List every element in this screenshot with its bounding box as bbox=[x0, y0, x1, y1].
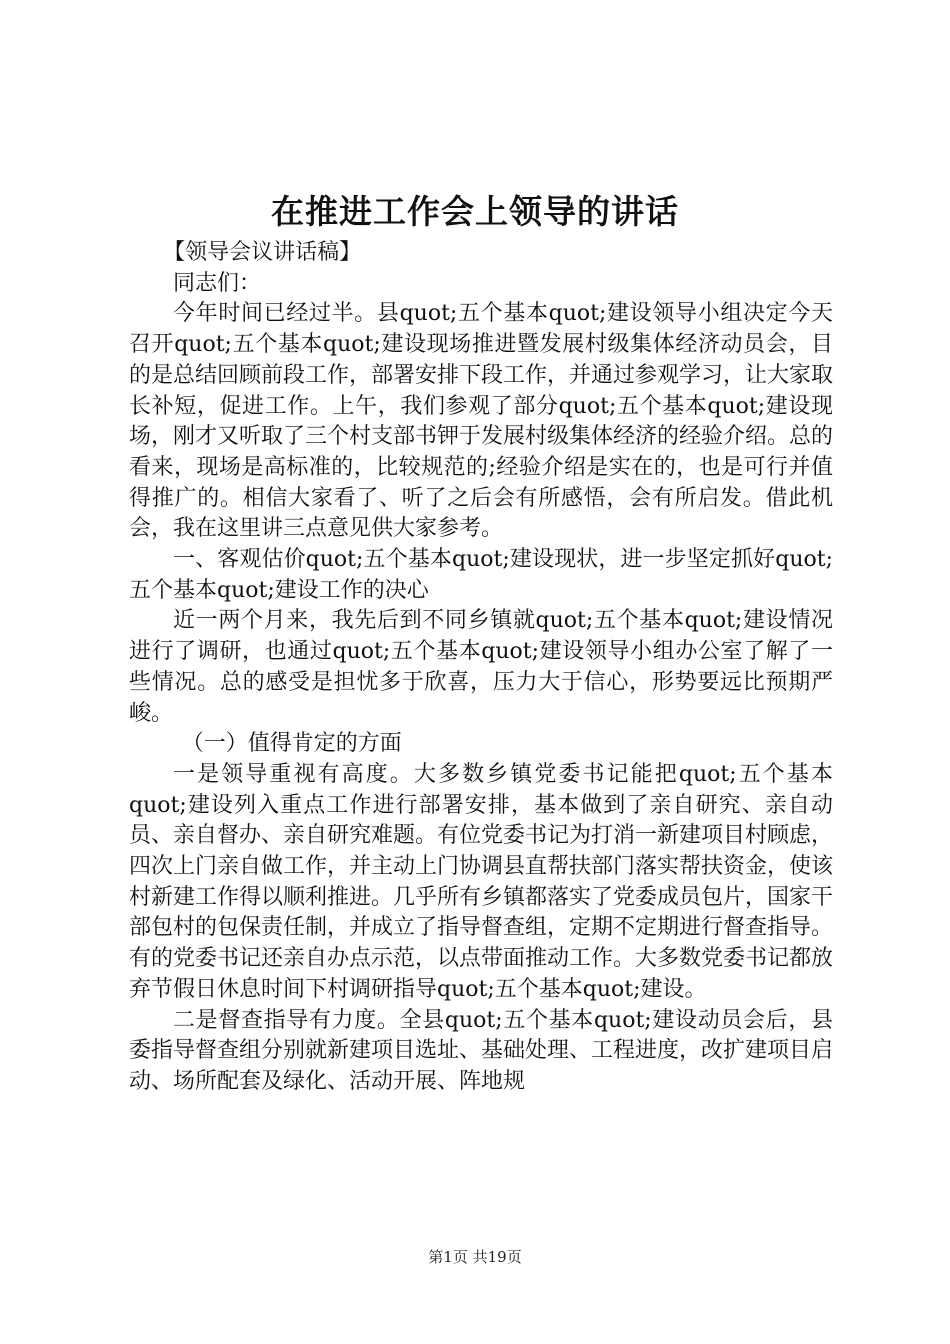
salutation: 同志们： bbox=[173, 270, 262, 296]
document-body bbox=[129, 238, 833, 1098]
paragraph: 今年时间已经过半。县quot;五个基本quot;建设领导小组决定今天召开quot;五个基本quot;建设现场推进暨发展村级集体经济动员会，目的是总结回顾前段工作，部署安排下段工作，并通过参观学习，让大家取长补短，促进工作。上午，我们参观了部分quot;五个基本quot;建设现场，刚才又听取了三个村支部书钾于发展村级集体经济的经验介绍。总的看来，现场是高标准的，比较规范的;经验介绍是实在的，也是可行并值得推广的。相信大家看了、听了之后会有所感悟，会有所启发。借此机会，我在这里讲三点意见供大家参考。 bbox=[129, 301, 834, 542]
document-tag: 【领导会议讲话稿】 bbox=[163, 240, 362, 265]
document-title: 在推进工作会上领导的讲话 bbox=[271, 192, 679, 231]
paragraph: 二是督查指导有力度。全县quot;五个基本quot;建设动员会后，县委指导督查组分别就新建项目选址、基础处理、工程进度，改扩建项目启动、场所配套及绿化、活动开展、阵地规 bbox=[129, 1007, 834, 1094]
paragraph: 近一两个月来，我先后到不同乡镇就quot;五个基本quot;建设情况进行了调研，也通过quot;五个基本quot;建设领导小组办公室了解了一些情况。总的感受是担忧多于欣喜，压力大于信心，形势要远比预期严峻。 bbox=[129, 608, 833, 726]
subsection-heading: （一）值得肯定的方面 bbox=[181, 731, 402, 757]
page-number-footer: 第1页 共19页 bbox=[428, 1248, 522, 1266]
section-heading: 一、客观估价quot;五个基本quot;建设现状，进一步坚定抓好quot;五个基本quot;建设工作的决心 bbox=[129, 547, 833, 603]
paragraph: 一是领导重视有高度。大多数乡镇党委书记能把quot;五个基本quot;建设列入重点工作进行部署安排，基本做到了亲自研究、亲自动员、亲自督办、亲自研究难题。有位党委书记为打消一新建项目村顾虑，四次上门亲自做工作，并主动上门协调县直帮扶部门落实帮扶资金，使该村新建工作得以顺利推进。几乎所有乡镇都落实了党委成员包片，国家干部包村的包保责任制，并成立了指导督查组，定期不定期进行督查指导。有的党委书记还亲自办点示范，以点带面推动工作。大多数党委书记都放弃节假日休息时间下村调研指导quot;五个基本quot;建设。 bbox=[129, 761, 834, 1002]
